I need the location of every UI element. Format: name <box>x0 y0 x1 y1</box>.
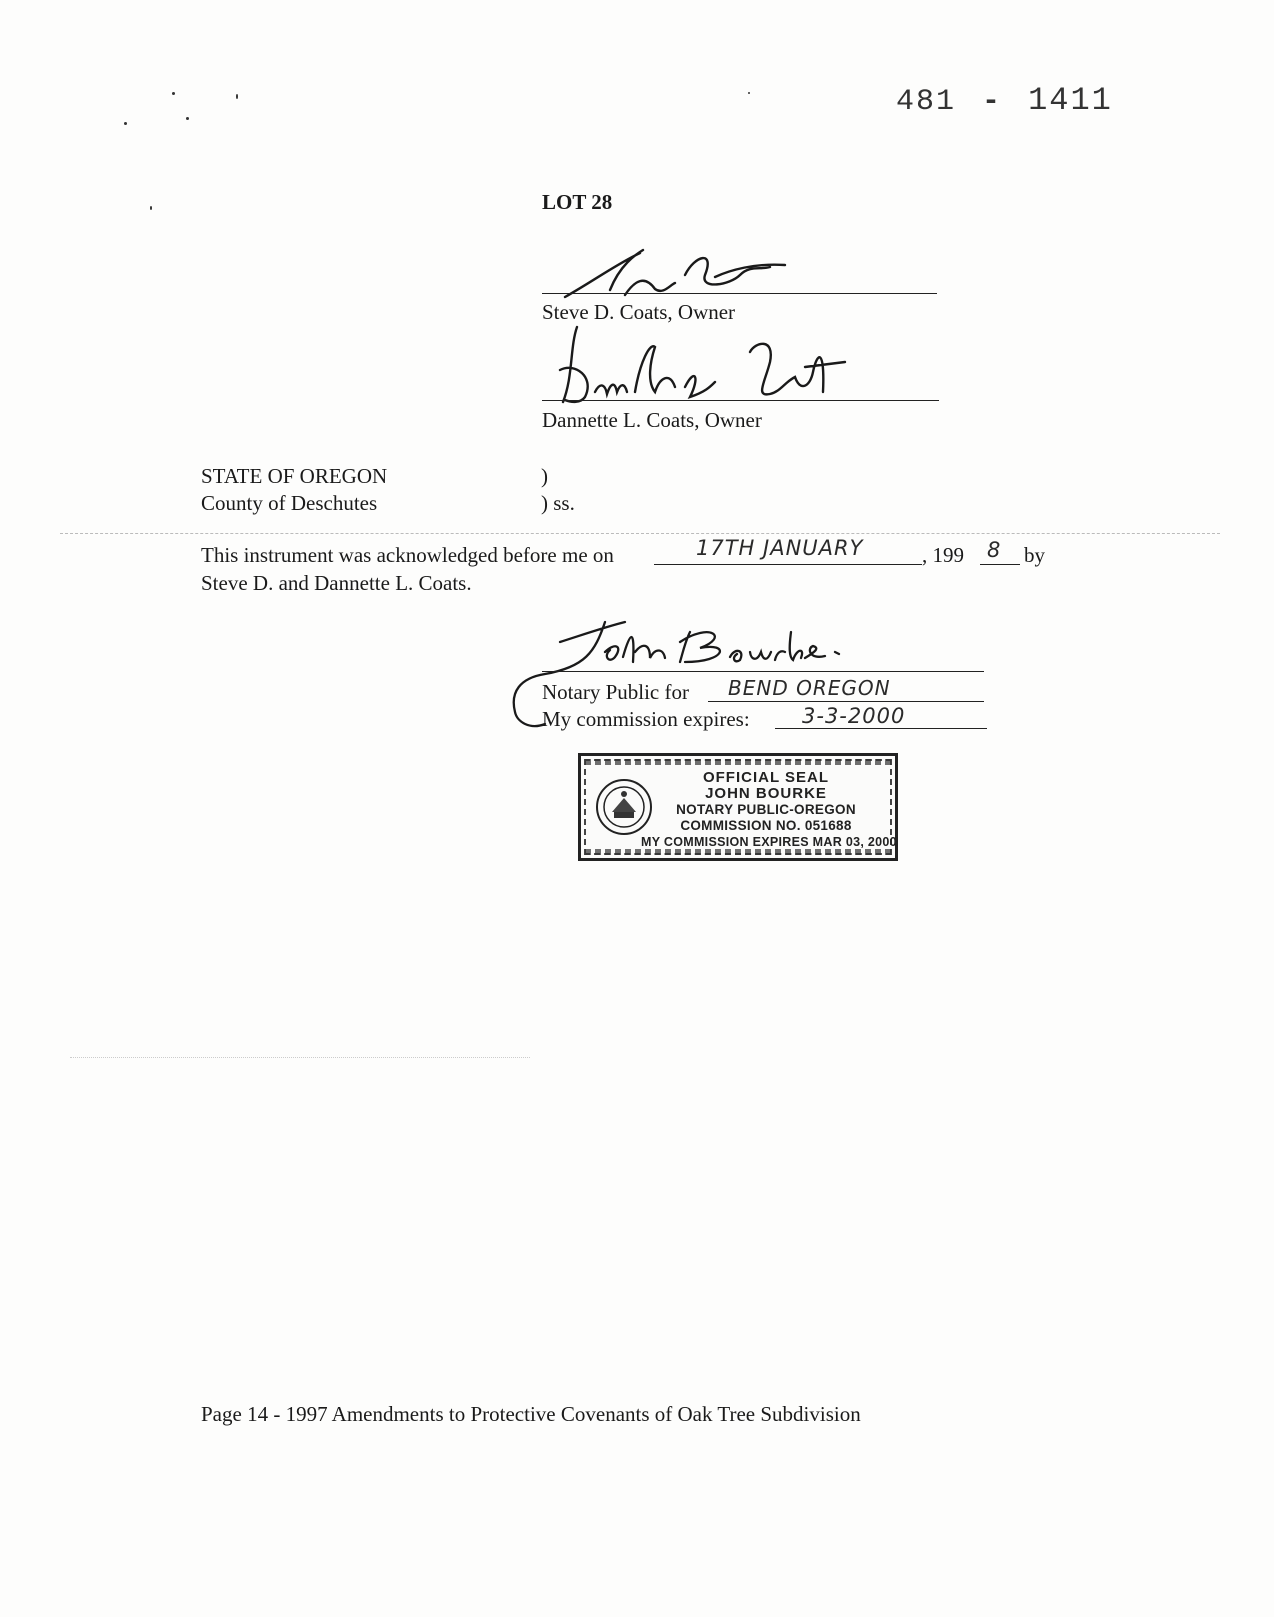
scan-artifact <box>70 1057 530 1058</box>
commission-expires-label: My commission expires: <box>542 707 750 731</box>
scan-speck <box>150 206 152 210</box>
scan-speck <box>236 94 238 99</box>
page-footer: Page 14 - 1997 Amendments to Protective Covenants of Oak Tree Subdivision <box>201 1402 861 1426</box>
number-separator: - <box>982 85 1003 119</box>
owner1-signature-line <box>542 293 937 294</box>
acknowledgment-names: Steve D. and Dannette L. Coats. <box>201 571 472 595</box>
commission-expires-line <box>775 728 987 729</box>
owner2-caption: Dannette L. Coats, Owner <box>542 408 762 432</box>
commission-expires-value: 3-3-2000 <box>802 704 906 728</box>
venue-paren-ss: ) ss. <box>541 491 575 515</box>
lot-title: LOT 28 <box>542 190 613 214</box>
venue-state: STATE OF OREGON <box>201 464 388 488</box>
ack-date-line <box>654 564 922 565</box>
notary-signature-line <box>542 671 984 672</box>
scan-speck <box>748 92 750 94</box>
ack-year-prefix: , 199 <box>922 543 964 567</box>
scan-speck <box>186 117 189 120</box>
official-notary-seal <box>578 753 898 861</box>
venue-county: County of Deschutes <box>201 491 378 515</box>
venue-paren-1: ) <box>541 464 548 488</box>
seal-line-2: JOHN BOURKE <box>705 785 827 802</box>
notary-public-for-line <box>708 701 984 702</box>
acknowledgment-prefix: This instrument was acknowledged before me on <box>201 543 614 567</box>
notary-public-for-label: Notary Public for <box>542 680 689 704</box>
scan-crease <box>60 533 1220 534</box>
ack-year-line <box>980 564 1020 565</box>
seal-line-5: MY COMMISSION EXPIRES MAR 03, 2000 <box>641 835 897 849</box>
ack-date-handwritten: 17TH JANUARY <box>696 536 864 560</box>
seal-line-1: OFFICIAL SEAL <box>702 769 830 786</box>
owner1-caption: Steve D. Coats, Owner <box>542 300 736 324</box>
scan-speck <box>172 92 175 95</box>
recording-number <box>896 82 1113 119</box>
scan-speck <box>124 122 127 125</box>
ack-by: by <box>1024 543 1045 567</box>
seal-text-block <box>641 769 897 850</box>
seal-border-top <box>585 759 891 765</box>
seal-line-4: COMMISSION NO. 051688 <box>680 818 852 833</box>
notary-public-for-value: BEND OREGON <box>728 676 891 700</box>
page-number: 1411 <box>1028 82 1113 119</box>
book-number: 481 <box>896 85 957 119</box>
ack-year-digit: 8 <box>987 538 1002 562</box>
owner2-signature-line <box>542 400 939 401</box>
steve-coats-signature <box>555 245 805 305</box>
seal-line-3: NOTARY PUBLIC-OREGON <box>676 802 856 817</box>
dannette-coats-signature <box>555 322 855 407</box>
